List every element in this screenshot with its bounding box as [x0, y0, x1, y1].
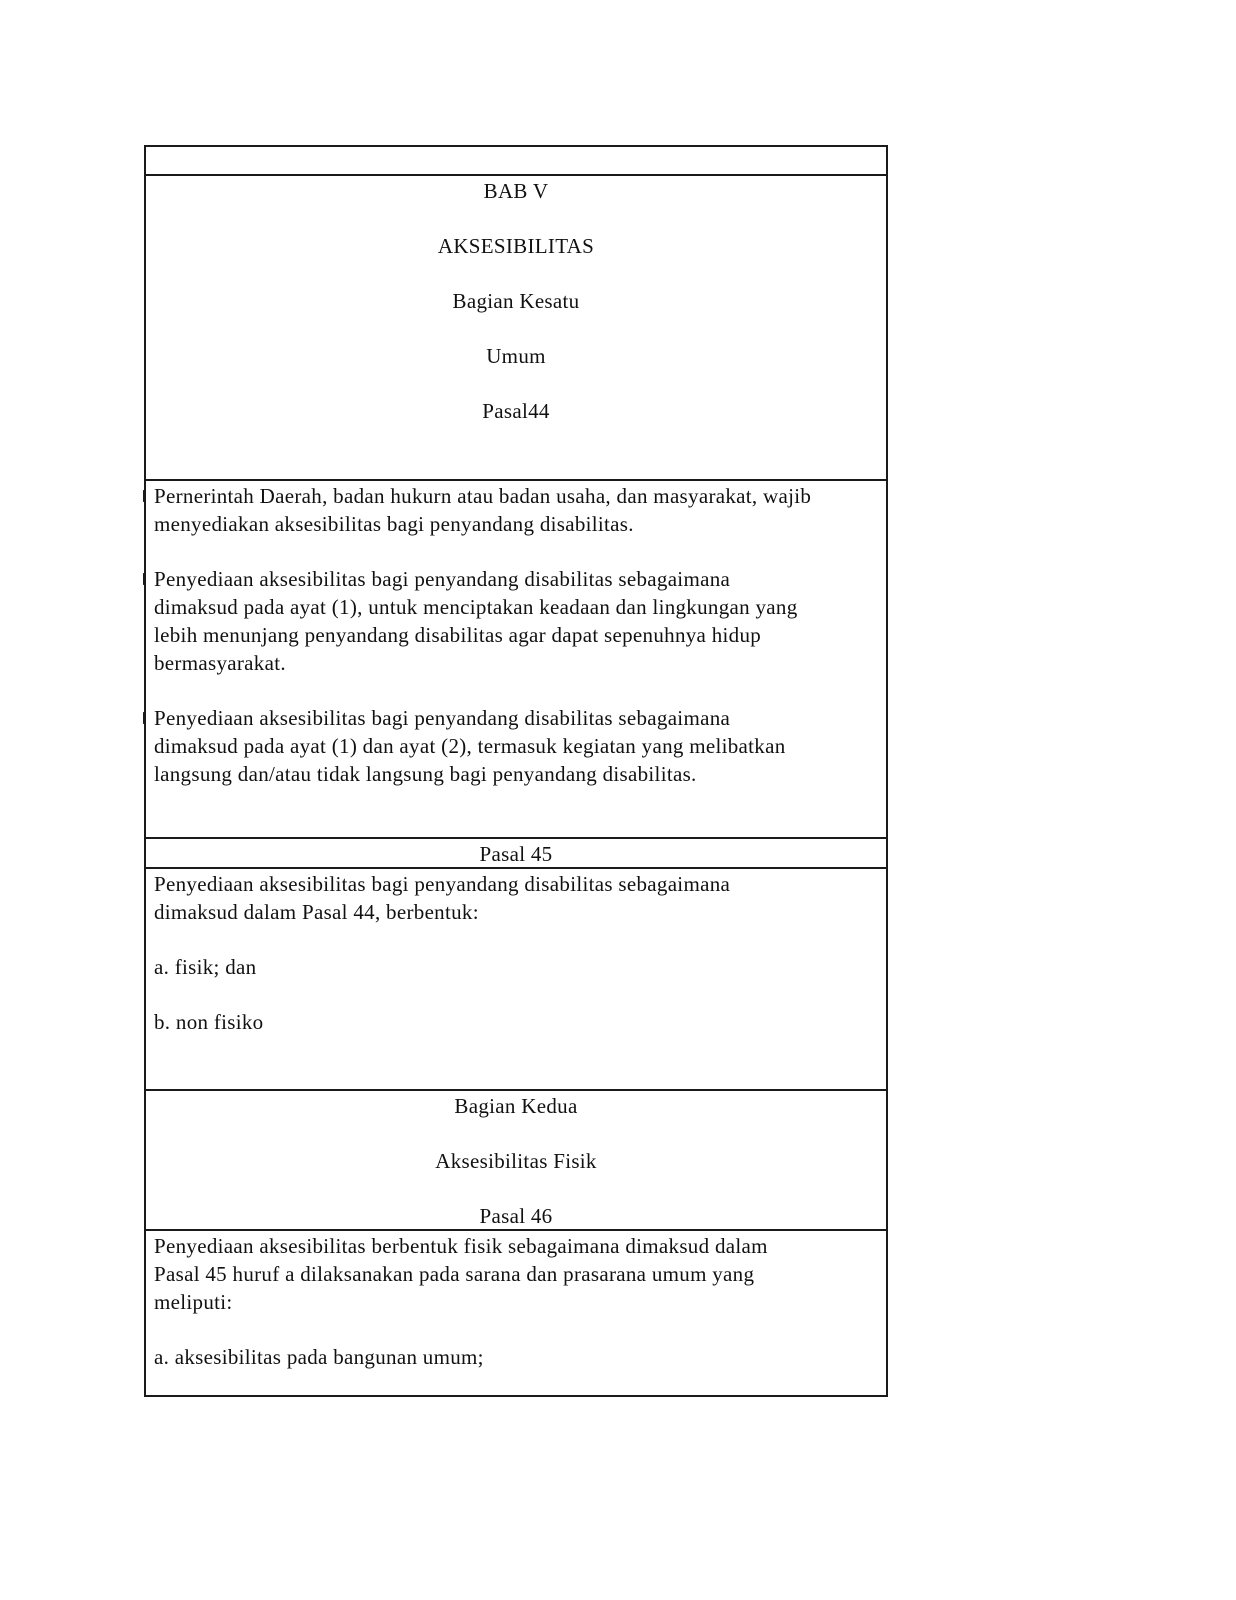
text-line: langsung dan/atau tidak langsung bagi penyandang disabilitas. [154, 762, 697, 786]
part-two-heading-cell [146, 1089, 886, 1229]
article-46-item-a: a. aksesibilitas pada bangunan umum; [154, 1345, 484, 1369]
text-line: dimaksud pada ayat (1), untuk menciptakan keadaan dan lingkungan yang [154, 595, 798, 619]
article-44-body-cell [146, 479, 886, 837]
text-line: Pernerintah Daerah, badan hukurn atau badan usaha, dan masyarakat, wajib [154, 484, 812, 508]
text-line: Penyediaan aksesibilitas bagi penyandang disabilitas sebagaimana [154, 567, 731, 591]
text-line: lebih menunjang penyandang disabilitas agar dapat sepenuhnya hidup [154, 623, 762, 647]
article-46-heading: Pasal 46 [479, 1204, 553, 1228]
paragraph-marker [143, 573, 146, 585]
text-line: Penyediaan aksesibilitas bagi penyandang disabilitas sebagaimana [154, 872, 731, 896]
part-title: Umum [486, 344, 546, 368]
text-line: Pasal 45 huruf a dilaksanakan pada sarana dan prasarana umum yang [154, 1262, 755, 1286]
text-line: dimaksud dalam Pasal 44, berbentuk: [154, 900, 479, 924]
article-45-item-a: a. fisik; dan [154, 955, 257, 979]
article-46-body-cell [146, 1229, 886, 1395]
document-table [144, 145, 888, 1397]
article-45-item-b: b. non fisiko [154, 1010, 264, 1034]
paragraph-marker [143, 490, 146, 502]
text-line: Penyediaan aksesibilitas bagi penyandang disabilitas sebagaimana [154, 706, 731, 730]
article-44-heading: Pasal44 [482, 399, 550, 423]
part-two-title: Aksesibilitas Fisik [435, 1149, 597, 1173]
chapter-title: AKSESIBILITAS [437, 234, 595, 258]
text-line: bermasyarakat. [154, 651, 286, 675]
article-45-heading-cell [146, 837, 886, 867]
article-46-paragraph [146, 1232, 886, 1316]
paragraph-marker [143, 712, 146, 724]
part-number: Bagian Kesatu [452, 289, 580, 313]
chapter-heading-cell [146, 174, 886, 479]
article-44-paragraph-1 [146, 482, 886, 538]
article-45-heading: Pasal 45 [479, 842, 553, 866]
article-44-paragraph-2 [146, 565, 886, 677]
part-two-number: Bagian Kedua [454, 1094, 578, 1118]
text-line: Penyediaan aksesibilitas berbentuk fisik sebagaimana dimaksud dalam [154, 1234, 768, 1258]
empty-top-row [146, 147, 886, 174]
article-44-paragraph-3 [146, 704, 886, 788]
text-line: meliputi: [154, 1290, 233, 1314]
text-line: menyediakan aksesibilitas bagi penyandang disabilitas. [154, 512, 634, 536]
article-45-body-cell [146, 867, 886, 1089]
chapter-number: BAB V [483, 179, 549, 203]
article-45-paragraph [146, 870, 886, 926]
text-line: dimaksud pada ayat (1) dan ayat (2), termasuk kegiatan yang melibatkan [154, 734, 786, 758]
